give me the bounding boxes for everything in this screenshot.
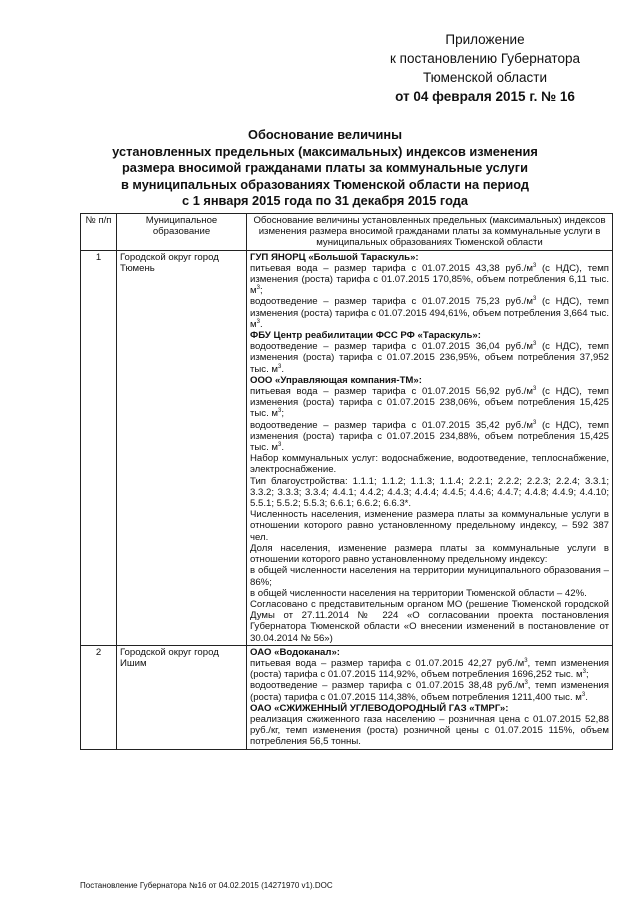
document-title	[110, 127, 540, 210]
organization-name: ОАО «Водоканал»:	[250, 646, 340, 658]
population-count: Численность населения, изменение размера платы за коммунальные услуги в отношении которого равно установленному предельному индексу, – 592 387 чел.	[250, 509, 609, 543]
row-number: 2	[81, 645, 117, 749]
tariff-line: питьевая вода – размер тарифа с 01.07.2015 43,38 $руб./м^3$ (с НДС), темп изменения (роста) тарифа с 01.07.2015 170,85%, объем потребления 6,11 тыс. $м^3$;	[250, 262, 609, 297]
tariff-line: водоотведение – размер тарифа с 01.07.2015 36,04 $руб./м^3$ (с НДС), темп изменения (роста) тарифа с 01.07.2015 236,95%, объем потребления 37,952 тыс. $м^3$.	[250, 341, 609, 375]
row-municipality: Городской округ город Ишим	[117, 645, 247, 749]
tariff-line: реализация сжиженного газа населению – розничная цена с 01.07.2015 52,88 руб./кг, темп изменения (роста) розничной цены с 01.07.2015 115%, объем потребления 56,5 тонны.	[250, 713, 609, 748]
appendix-line: Приложение	[445, 32, 525, 47]
services-set: Набор коммунальных услуг: водоснабжение, водоотведение, теплоснабжение, электроснабжение.	[250, 453, 609, 476]
col-header-justification: Обоснование величины установленных предельных (максимальных) индексов изменения размера вносимой гражданами платы за коммунальные услуги в муниципальных образованиях Тюменской области	[247, 214, 613, 251]
appendix-header	[390, 30, 580, 106]
title-line: с 1 января 2015 года по 31 декабря 2015 года	[182, 193, 468, 208]
row-number: 1	[81, 250, 117, 645]
table-header-row	[81, 214, 613, 251]
footer-filename: Постановление Губернатора №16 от 04.02.2015 (14271970 v1).DOC	[80, 881, 333, 890]
col-header-number: № п/п	[81, 214, 117, 251]
population-share-region: в общей численности населения на территории Тюменской области – 42%.	[250, 587, 587, 599]
appendix-line: к постановлению Губернатора	[390, 51, 580, 66]
organization-name: ФБУ Центр реабилитации ФСС РФ «Тараскуль»:	[250, 330, 481, 342]
tariff-line: водоотведение – размер тарифа с 01.07.2015 38,48 $руб./м^3$, темп изменения (роста) тарифа с 01.07.2015 114,38%, объем потребления 1211,400 тыс. $м^3$.	[250, 680, 609, 703]
row-justification	[247, 645, 613, 749]
tariff-line: питьевая вода – размер тарифа с 01.07.2015 56,92 $руб./м^3$ (с НДС), темп изменения (роста) тарифа с 01.07.2015 238,06%, объем потребления 15,425 тыс. $м^3$;	[250, 385, 609, 420]
table-row	[81, 250, 613, 645]
title-line: установленных предельных (максимальных) индексов изменения	[112, 143, 538, 159]
population-share: Доля населения, изменение размера платы за коммунальные услуги в отношении которого равно установленному предельному индексу:	[250, 542, 609, 566]
improvement-type: Тип благоустройства: 1.1.1; 1.1.2; 1.1.3; 1.1.4; 2.2.1; 2.2.2; 2.2.3; 2.2.4; 3.3.1; 3.3.2; 3.3.3; 3.3.4; 4.4.1; 4.4.2; 4.4.3; 4.4.4; 4.4.5; 4.4.6; 4.4.7; 4.4.8; 4.4.9; 4.4.10; 5.5.1; 5.5.2; 5.5.3; 6.6.1; 6.6.2; 6.6.3*.	[250, 475, 609, 510]
organization-name: ООО «Управляющая компания-ТМ»:	[250, 374, 422, 386]
tariff-line: водоотведение – размер тарифа с 01.07.2015 35,42 $руб./м^3$ (с НДС), темп изменения (роста) тарифа с 01.07.2015 234,88%, объем потребления 15,425 тыс. $м^3$.	[250, 419, 609, 454]
organization-name: ГУП ЯНОРЦ «Большой Тараскуль»:	[250, 251, 419, 263]
appendix-date: от 04 февраля 2015 г. № 16	[395, 89, 575, 104]
col-header-municipality: Муниципальное образование	[117, 214, 247, 251]
row-municipality: Городской округ город Тюмень	[117, 250, 247, 645]
agreement-note: Согласовано с представительным органом МО (решение Тюменской городской Думы от 27.11.2014 № 224 «О согласовании проекта постановления Губернатора Тюменской области «О внесении изменений в постановление от 30.04.2014 № 56»)	[250, 598, 609, 644]
title-line: в муниципальных образованиях Тюменской области на период	[120, 176, 530, 192]
table-row	[81, 645, 613, 749]
tariff-line: питьевая вода – размер тарифа с 01.07.2015 42,27 $руб./м^3$, темп изменения (роста) тарифа с 01.07.2015 114,92%, объем потребления 1696,252 тыс. $м^3$;	[250, 657, 609, 681]
population-share-mo: в общей численности населения на территории муниципального образования – 86%;	[250, 565, 609, 588]
title-line: Обоснование величины	[247, 127, 403, 142]
justification-table	[80, 213, 613, 750]
title-line: размера вносимой гражданами платы за коммунальные услуги	[121, 160, 528, 175]
row-justification	[247, 250, 613, 645]
organization-name: ОАО «СЖИЖЕННЫЙ УГЛЕВОДОРОДНЫЙ ГАЗ «ТМРГ»:	[250, 702, 509, 714]
appendix-line: Тюменской области	[423, 70, 547, 85]
tariff-line: водоотведение – размер тарифа с 01.07.2015 75,23 $руб./м^3$ (с НДС), темп изменения (роста) тарифа с 01.07.2015 494,61%, объем потребления 3,664 тыс. $м^3$.	[250, 296, 609, 330]
